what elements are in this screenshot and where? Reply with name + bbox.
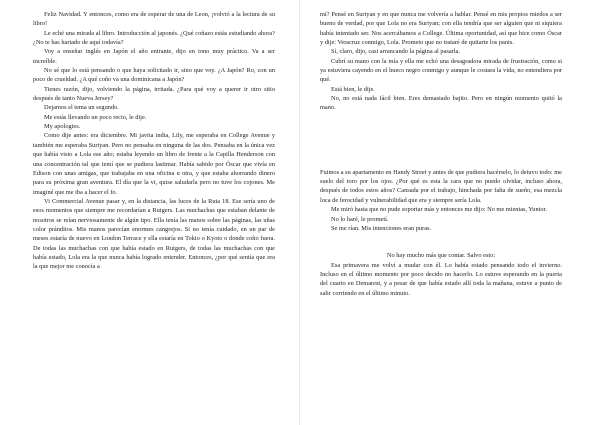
paragraph: Tienes razón, dijo, volviendo la página, irritada. ¿Para qué voy a querer ir otro sitio después de tanto Nueva Jersey? (33, 85, 275, 103)
paragraph: mí? Pensé en Suriyan y en que nunca me volvería a hablar. Pensé en mis propios miedos a ser bueno de verdad, por que Lola no era Suriyan; con ella tendría que ser alguien que ni siquiera había intentado ser. Nos acercábamos a College. Última oportunidad, así que hice como Óscar y dije: Veracruz conmigo, Lola. Prometo que no trataré de quitarte los panis. (320, 11, 562, 47)
paragraph: No sé que lo está pensando o que haya solicitado ir, sino que voy. ¿A Japón? Ro, con un poco de crueldad. ¿A qué coño va una dominicana a Japón? (33, 67, 275, 84)
paragraph: Dejamos el tema un segundo. (44, 104, 119, 112)
paragraph: No hay mucho más que contar. Salvo esto: (386, 252, 496, 260)
paragraph: Está bien, le dije. (331, 85, 375, 93)
section-break (320, 113, 562, 168)
paragraph: Me estás llevando un poco recio, le dije. (44, 113, 147, 121)
paragraph: Le eché una mirada al libro. Introducción al japonés. ¿Qué coñazo estás estudiando ahora? ¿No te has hartado de aquí todavía? (33, 29, 275, 47)
paragraph: Voy a enseñar inglés en Japón el año entrante, dijo en tono muy práctico. Va a ser increíble. (33, 48, 275, 65)
paragraph: Fuimos a su apartamento en Handy Street y antes de que pudiera hacérselo, lo detuvo todo: me suelo del toro por los ojos. ¿Por qué es esta la cara que no puedo olvidar, incluso ahora, después de todos estos años? Cansada por el trabajo, hinchada por falta de sueño, esa mezcla loca de ferocidad y vulnerabilidad que era y siempre sería Lola. (320, 168, 562, 204)
paragraph: No lo haré, le prometí. (331, 215, 389, 223)
left-page-text (33, 10, 275, 272)
paragraph: Esa primavera me volví a mudar con él. Lo había estado pensando todo el invierno. Incluso en el último momento por poco decido no hacerlo. Lo estuve esperando en la puerta del cuarto en Demarest, y a pesar de que había estado allí toda la mañana, estuve a punto de salir corriendo en el último minuto. (320, 261, 562, 297)
right-page (300, 0, 600, 425)
paragraph: Como dije antes: era diciembre. Mi javita india, Lily, me esperaba en College Avenue y también me esperaba Suriyan. Pero no pensaba en ninguna de las dos. Pensaba en la única vez que había visto a Lola ese año; estaba leyendo un libro de frente a la Capilla Henderson con una concentración tal que temí que se pudiera lastimar. Había sabido por Óscar que vivía en Edison con unas amigas, que trabajaba en una oficina u otra, y que estaba ahorrando dinero para su próxima gran aventura. El día que la vi, quise saludarla pero no tuve los cojones. Me imaginé que me iba a hacer el fo. (33, 132, 275, 196)
paragraph: Me miró hasta que no pude soportar más y entonces me dijo: No me mientas, Yunior. (331, 206, 547, 214)
paragraph: Se me rían. Mis intenciones eran puras. (331, 224, 432, 232)
right-page-text (320, 10, 562, 298)
paragraph: Sí, claro, dijo, casi arrancando la página al pasarla. (331, 48, 460, 56)
paragraph: No, no está nada fácil bien. Eres demasiado bajito. Pero en ningún momento quitó la mano. (320, 95, 562, 112)
paragraph: Cubrí su mano con la mía y ella me echó una desagradora mirada de frustración, como si ya estuviera cayendo en el hueco negro conmigo y aunque le costara la vida, no entendiera por qué. (320, 57, 562, 84)
paragraph: Vi Commercial Avenue pasar y, en la distancia, las luces de la Ruta 18. Ese sería uno de esos momentos que siempre me recordarían a Rutgers. Las muchachas que estaban delante de nosotros se reían nerviosamente de algún tipo. Ella tenía las manos sobre las páginas, las uñas color pránditos. Mis manos parecían enormes cangrejos. Si no tenía cuidado, en un par de meses estaría de nuevo en London Terrace y ella estaría en Tokio o Kyoto o donde coño fuera. De todas las muchachas con que había estado en Rutgers, de todas las muchachas con que había estado, Lola era la que nunca había logrado entender. Entonces, ¿por qué sentía que era la que mejor me conocía a (33, 197, 275, 271)
paragraph: Feliz Navidad. Y entonces, como era de esperar de una de Leon, ¡volvió a la lectura de su libro! (33, 11, 275, 28)
section-break (320, 233, 562, 251)
paragraph: My apologies. (44, 123, 81, 131)
